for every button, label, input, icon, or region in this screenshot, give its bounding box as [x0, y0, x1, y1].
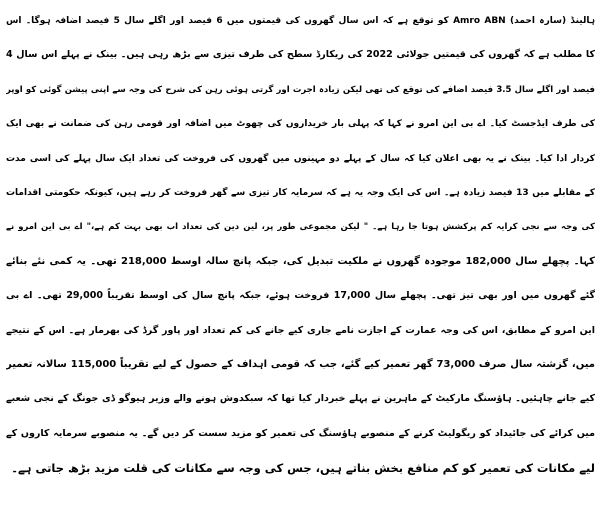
article-line-4: کی طرف ایڈجسٹ کیا۔ اے بی این امرو نے کہا کہ پہلی بار خریداروں کی چھوٹ میں اضافہ اور قومی رہن کی ضمانت نے بھی ایک — [6, 119, 595, 130]
article-line-12: کیے جانے چاہئیں۔ ہاؤسنگ مارکیٹ کے ماہرین نے پہلے خبردار کیا تھا کہ سبکدوش ہونے والے وزیر ہیوگو ڈی جونگ کے نجی شعبے — [6, 393, 595, 405]
article-line-2: کا مطلب ہے کہ گھروں کی قیمتیں جولائی 2022 کی ریکارڈ سطح کی طرف تیزی سے بڑھ رہی ہیں۔ بینک نے پہلے اس سال 4 — [6, 49, 595, 61]
article-line-11: میں، گزشتہ سال صرف 73,000 گھر تعمیر کیے گئے، جب کہ قومی اہداف کے حصول کے لیے تقریباً 115,000 سالانہ تعمیر — [6, 358, 595, 370]
article-line-3: فیصد اور اگلے سال 3.5 فیصد اضافے کی توقع کی تھی لیکن زیادہ اجرت اور گرتی ہوئی رہن کی شرح کی وجہ سے اپنی پیشن گوئی کو اوپر — [6, 84, 595, 95]
article-line-13: میں کرائے کی جائیداد کو ریگولیٹ کرنے کے منصوبے ہاؤسنگ کی تعمیر کو مزید سست کر دیں گے۔ یہ منصوبے سرمایہ کاروں کے — [6, 427, 595, 439]
article-line-6: کے مقابلے میں 13 فیصد زیادہ ہے۔ اس کی ایک وجہ یہ ہے کہ سرمایہ کار تیزی سے گھر فروخت کر رہے ہیں، کیونکہ حکومتی اقدامات — [6, 187, 595, 198]
article-line-10: این امرو کے مطابق، اس کی وجہ عمارت کے اجازت نامے جاری کیے جانے کی کم تعداد اور پاور گرڈ کی بھرمار ہے۔ اس کے نتیجے — [6, 324, 595, 336]
article-line-1: ہالینڈ (سارہ احمد) Amro ABN کو توقع ہے کہ اس سال گھروں کی قیمتوں میں 6 فیصد اور اگلے سال 5 فیصد اضافہ ہوگا۔ اس — [6, 16, 595, 26]
article-line-5: کردار ادا کیا۔ بینک نے یہ بھی اعلان کیا کہ سال کے پہلے دو مہینوں میں گھروں کی فروخت کی تعداد ایک سال پہلے کی اسی مدت — [6, 153, 595, 164]
article-line-14: لیے مکانات کی تعمیر کو کم منافع بخش بناتے ہیں، جس کی وجہ سے مکانات کی قلت مزید بڑھ جاتی ہے۔ — [11, 461, 595, 476]
article-line-9: گئے گھروں میں اور بھی تیز تھی۔ پچھلے سال 17,000 فروخت ہوئے، جبکہ پانچ سال کی اوسط تقریباً 29,000 تھی۔ اے بی — [6, 290, 595, 302]
article-line-7: کی وجہ سے نجی کرایہ کم پرکشش ہوتا جا رہا ہے۔ " لیکن مجموعی طور پر، لین دین کی تعداد اب بھی بہت کم ہے،" اے بی این امرو نے — [6, 222, 595, 233]
article-line-8: کہا۔ پچھلے سال 182,000 موجودہ گھروں نے ملکیت تبدیل کی، جبکہ پانچ سالہ اوسط 218,000 تھی۔ یہ کمی نئے بنائے — [6, 255, 595, 267]
